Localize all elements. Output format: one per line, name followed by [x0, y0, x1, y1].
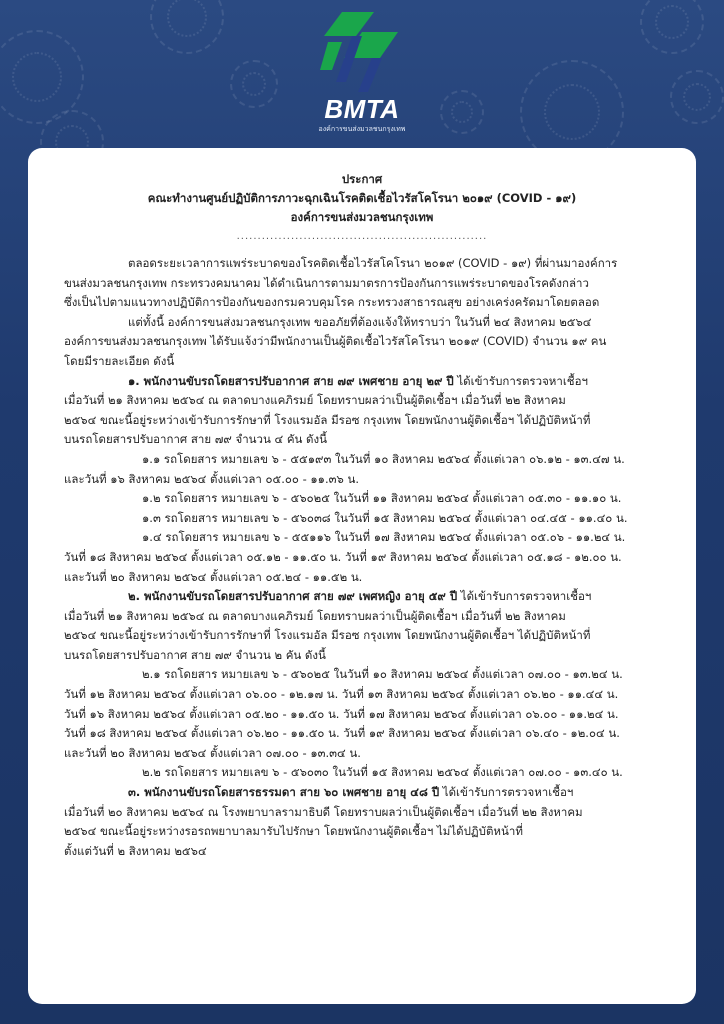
body-line: ตลอดระยะเวลาการแพร่ระบาดของโรคติดเชื้อไวรัสโคโรนา ๒๐๑๙ (COVID - ๑๙) ที่ผ่านมาองค์การ: [128, 256, 618, 270]
virus-decoration: [670, 70, 724, 124]
body-line: เมื่อวันที่ ๒๐ สิงหาคม ๒๕๖๔ ณ โรงพยาบาลรามาธิบดี โดยทราบผลว่าเป็นผู้ติดเชื้อฯ เมื่อวันที่ ๒๒ สิงหาคม: [64, 804, 583, 819]
body-line: วันที่ ๑๘ สิงหาคม ๒๕๖๔ ตั้งแต่เวลา ๐๕.๑๒ - ๑๑.๕๐ น. วันที่ ๑๙ สิงหาคม ๒๕๖๔ ตั้งแต่เวลา ๐๕.๑๘ - ๑๒.๐๐ น.: [64, 549, 622, 564]
body-line: ๒๕๖๔ ขณะนี้อยู่ระหว่างรอรถพยาบาลมารับไปรักษา โดยพนักงานผู้ติดเชื้อฯ ไม่ได้ปฏิบัติหน้าที่: [64, 824, 523, 839]
virus-decoration: [440, 90, 484, 134]
bmta-logo: [312, 6, 412, 136]
body-line: วันที่ ๑๖ สิงหาคม ๒๕๖๔ ตั้งแต่เวลา ๐๕.๒๐ - ๑๑.๕๐ น. วันที่ ๑๗ สิงหาคม ๒๕๖๔ ตั้งแต่เวลา ๐๖.๐๐ - ๑๑.๒๔ น.: [64, 706, 619, 721]
case-2-title-rest: ได้เข้ารับการตรวจหาเชื้อฯ: [457, 589, 592, 604]
case-heading: [64, 783, 660, 803]
case-heading: [64, 587, 660, 607]
body-line: เมื่อวันที่ ๒๑ สิงหาคม ๒๕๖๔ ณ ตลาดบางแคภิรมย์ โดยทราบผลว่าเป็นผู้ติดเชื้อฯ เมื่อวันที่ ๒๒ สิงหาคม: [64, 608, 566, 623]
case-2-title: ๒. พนักงานขับรถโดยสารปรับอากาศ สาย ๗๙ เพศหญิง อายุ ๕๙ ปี: [128, 589, 458, 604]
case-3-title-rest: ได้เข้ารับการตรวจหาเชื้อฯ: [439, 785, 574, 800]
bmta-emblem-icon: [312, 6, 412, 96]
announcement-title: คณะทำงานศูนย์ปฏิบัติการภาวะฉุกเฉินโรคติดเชื้อไวรัสโคโรนา ๒๐๑๙ (COVID - ๑๙): [147, 191, 577, 205]
body-line: เมื่อวันที่ ๒๑ สิงหาคม ๒๕๖๔ ณ ตลาดบางแคภิรมย์ โดยทราบผลว่าเป็นผู้ติดเชื้อฯ เมื่อวันที่ ๒๒ สิงหาคม: [64, 393, 566, 408]
body-line: ๑.๑ รถโดยสาร หมายเลข ๖ - ๕๕๑๙๓ ในวันที่ ๑๐ สิงหาคม ๒๕๖๔ ตั้งแต่เวลา ๐๖.๑๒ - ๑๓.๔๗ น.: [142, 451, 625, 466]
announcement-card: [28, 148, 696, 1004]
body-line: ขนส่งมวลชนกรุงเทพ กระทรวงคมนาคม ได้ดำเนินการตามมาตรการป้องกันการแพร่ระบาดของโรคดังกล่าว: [64, 275, 589, 290]
logo-text: BMTA: [324, 94, 400, 124]
body-line: ๑.๓ รถโดยสาร หมายเลข ๖ - ๕๖๐๓๘ ในวันที่ ๑๕ สิงหาคม ๒๕๖๔ ตั้งแต่เวลา ๐๔.๔๕ - ๑๑.๔๐ น.: [142, 510, 628, 525]
body-line: ๒๕๖๔ ขณะนี้อยู่ระหว่างเข้ารับการรักษาที่ โรงแรมอัล มีรอซ กรุงเทพ โดยพนักงานผู้ติดเชื้อฯ ได้ปฏิบัติหน้าที่: [64, 628, 591, 643]
body-line: ตั้งแต่วันที่ ๒ สิงหาคม ๒๕๖๔: [64, 843, 207, 858]
divider: ............................................................: [236, 231, 488, 242]
case-1-title-rest: ได้เข้ารับการตรวจหาเชื้อฯ: [453, 373, 588, 388]
virus-decoration: [230, 60, 278, 108]
body-line: วันที่ ๑๒ สิงหาคม ๒๕๖๔ ตั้งแต่เวลา ๐๖.๐๐ - ๑๒.๑๗ น. วันที่ ๑๓ สิงหาคม ๒๕๖๔ ตั้งแต่เวลา ๐๖.๒๐ - ๑๑.๔๔ น.: [64, 687, 619, 702]
logo-subtitle: องค์การขนส่งมวลชนกรุงเทพ: [318, 125, 406, 133]
body-line: และวันที่ ๑๖ สิงหาคม ๒๕๖๔ ตั้งแต่เวลา ๐๕.๐๐ - ๑๑.๓๖ น.: [64, 471, 359, 486]
announcement-label: ประกาศ: [341, 172, 383, 186]
body-line: ๑.๒ รถโดยสาร หมายเลข ๖ - ๕๖๐๒๕ ในวันที่ ๑๑ สิงหาคม ๒๕๖๔ ตั้งแต่เวลา ๐๕.๓๐ - ๑๑.๑๐ น.: [142, 491, 622, 506]
case-heading: [64, 372, 660, 392]
body-line: ๒.๑ รถโดยสาร หมายเลข ๖ - ๕๖๐๒๕ ในวันที่ ๑๐ สิงหาคม ๒๕๖๔ ตั้งแต่เวลา ๐๗.๐๐ - ๑๓.๒๔ น.: [142, 667, 623, 682]
body-line: และวันที่ ๒๐ สิงหาคม ๒๕๖๔ ตั้งแต่เวลา ๐๕.๒๔ - ๑๑.๕๒ น.: [64, 569, 363, 584]
virus-decoration: [150, 0, 224, 54]
body-line: บนรถโดยสารปรับอากาศ สาย ๗๙ จำนวน ๔ คัน ดังนี้: [64, 432, 327, 447]
announcement-org: องค์การขนส่งมวลชนกรุงเทพ: [290, 210, 434, 224]
body-line: บนรถโดยสารปรับอากาศ สาย ๗๙ จำนวน ๒ คัน ดังนี้: [64, 647, 326, 662]
body-line: ๒.๒ รถโดยสาร หมายเลข ๖ - ๕๖๐๓๐ ในวันที่ ๑๕ สิงหาคม ๒๕๖๔ ตั้งแต่เวลา ๐๗.๐๐ - ๑๓.๔๐ น.: [142, 765, 623, 780]
body-line: ๒๕๖๔ ขณะนี้อยู่ระหว่างเข้ารับการรักษาที่ โรงแรมอัล มีรอซ กรุงเทพ โดยพนักงานผู้ติดเชื้อฯ ได้ปฏิบัติหน้าที่: [64, 412, 591, 427]
body-line: และวันที่ ๒๐ สิงหาคม ๒๕๖๔ ตั้งแต่เวลา ๐๗.๐๐ - ๑๓.๓๔ น.: [64, 745, 361, 760]
body-line: โดยมีรายละเอียด ดังนี้: [64, 353, 175, 368]
body-line: องค์การขนส่งมวลชนกรุงเทพ ได้รับแจ้งว่ามีพนักงานเป็นผู้ติดเชื้อไวรัสโคโรนา ๒๐๑๙ (COVID) จำนวน ๑๙ คน: [64, 334, 607, 349]
body-line: แต่ทั้งนี้ องค์การขนส่งมวลชนกรุงเทพ ขออภัยที่ต้องแจ้งให้ทราบว่า ในวันที่ ๒๔ สิงหาคม ๒๕๖๔: [128, 314, 592, 329]
body-line: ๑.๔ รถโดยสาร หมายเลข ๖ - ๕๕๑๑๖ ในวันที่ ๑๗ สิงหาคม ๒๕๖๔ ตั้งแต่เวลา ๐๕.๐๖ - ๑๑.๒๔ น.: [142, 530, 626, 545]
body-line: ซึ่งเป็นไปตามแนวทางปฏิบัติการป้องกันของกรมควบคุมโรค กระทรวงสาธารณสุข อย่างเคร่งครัดมาโดยตลอด: [64, 295, 600, 310]
body-line: วันที่ ๑๘ สิงหาคม ๒๕๖๔ ตั้งแต่เวลา ๐๖.๒๐ - ๑๑.๕๐ น. วันที่ ๑๙ สิงหาคม ๒๕๖๔ ตั้งแต่เวลา ๐๖.๔๐ - ๑๒.๐๔ น.: [64, 726, 620, 741]
virus-decoration: [640, 0, 704, 54]
case-1-title: ๑. พนักงานขับรถโดยสารปรับอากาศ สาย ๗๙ เพศชาย อายุ ๒๙ ปี: [128, 373, 454, 388]
case-3-title: ๓. พนักงานขับรถโดยสารธรรมดา สาย ๖๐ เพศชาย อายุ ๔๘ ปี: [128, 785, 440, 800]
